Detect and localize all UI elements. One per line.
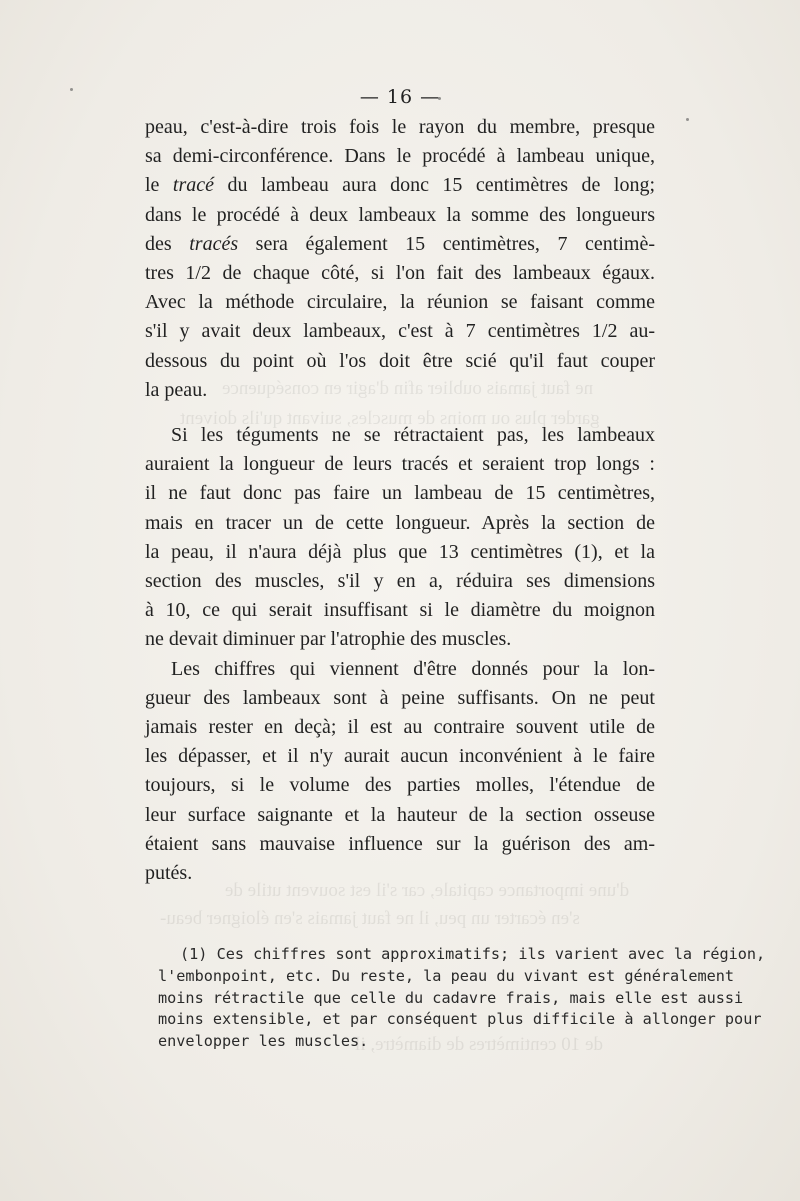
text-line: sa demi-circonférence. Dans le procédé à lambeau unique, bbox=[145, 145, 655, 168]
bleed-through: s'en écarter un peu, il ne faut jamais s'en éloigner beau- bbox=[160, 908, 580, 929]
text-line: section des muscles, s'il y en a, réduira ses dimensions bbox=[145, 570, 655, 593]
text-line: dessous du point où l'os doit être scié qu'il faut couper bbox=[145, 349, 655, 372]
text-line: mais en tracer un de cette longueur. Après la section de bbox=[145, 511, 655, 534]
text-line: ne devait diminuer par l'atrophie des muscles. bbox=[145, 628, 512, 651]
text-line: Les chiffres qui viennent d'être donnés pour la lon- bbox=[171, 657, 655, 680]
footnote bbox=[158, 944, 766, 1053]
text-line: à 10, ce qui serait insuffisant si le diamètre du moignon bbox=[145, 599, 655, 622]
page-number: — 16 — bbox=[359, 86, 441, 108]
text-line: toujours, si le volume des parties molles, l'étendue de bbox=[145, 774, 655, 797]
body-text bbox=[145, 113, 655, 888]
text-line: la peau, il n'aura déjà plus que 13 centimètres (1), et la bbox=[145, 540, 655, 563]
text-line: Avec la méthode circulaire, la réunion se faisant comme bbox=[145, 291, 655, 314]
footnote-line: envelopper les muscles. bbox=[158, 1032, 369, 1051]
text-line: Si les téguments ne se rétractaient pas, les lambeaux bbox=[171, 424, 655, 447]
footnote-line: moins extensible, et par conséquent plus difficile à allonger pour bbox=[158, 1010, 762, 1029]
text-line: il ne faut donc pas faire un lambeau de 15 centimètres, bbox=[145, 482, 655, 505]
footnote-line: (1) Ces chiffres sont approximatifs; ils varient avec la région, bbox=[180, 945, 766, 963]
footnote-line: l'embonpoint, etc. Du reste, la peau du vivant est généralement bbox=[158, 966, 735, 985]
footnote-line: moins rétractile que celle du cadavre frais, mais elle est aussi bbox=[158, 988, 744, 1007]
text-line: jamais rester en deçà; il est au contraire souvent utile de bbox=[145, 716, 655, 739]
paragraph-3 bbox=[145, 655, 655, 889]
text-line: peau, c'est-à-dire trois fois le rayon du membre, presque bbox=[145, 116, 655, 138]
paragraph-1 bbox=[145, 113, 655, 405]
italic-word: tracés bbox=[189, 232, 239, 255]
text-line: des tracés sera également 15 centimètres, 7 centimè- bbox=[145, 232, 656, 255]
text-line: s'il y avait deux lambeaux, c'est à 7 centimètres 1/2 au- bbox=[145, 320, 655, 343]
text-line: dans le procédé à deux lambeaux la somme des longueurs bbox=[145, 203, 655, 226]
text-line: putés. bbox=[145, 862, 193, 885]
text-line: la peau. bbox=[145, 378, 208, 401]
text-line: le tracé du lambeau aura donc 15 centimètres de long; bbox=[145, 174, 656, 197]
text-line: leur surface saignante et la hauteur de la section osseuse bbox=[145, 803, 655, 826]
paragraph-2 bbox=[145, 421, 655, 655]
text-line: tres 1/2 de chaque côté, si l'on fait des lambeaux égaux. bbox=[145, 262, 655, 285]
text-line: gueur des lambeaux sont à peine suffisants. On ne peut bbox=[145, 686, 655, 709]
bleed-through: garder plus ou moins de muscles, suivant qu'ils doivent bbox=[180, 408, 600, 429]
bleed-through: d'une importance capitale, car s'il est souvent utile de bbox=[225, 880, 630, 901]
text-line: les dépasser, et il n'y aurait aucun inconvénient à le faire bbox=[145, 745, 655, 768]
text-line: auraient la longueur de leurs tracés et seraient trop longs : bbox=[145, 453, 655, 476]
bleed-through: de 10 centimètres de diamètre, il bbox=[355, 1034, 603, 1055]
speck bbox=[686, 118, 689, 121]
bleed-through: ne faut jamais oublier afin d'agir en conséquence bbox=[222, 378, 594, 399]
italic-word: tracé bbox=[172, 174, 215, 197]
text-line: étaient sans mauvaise influence sur la guérison des am- bbox=[145, 832, 655, 855]
